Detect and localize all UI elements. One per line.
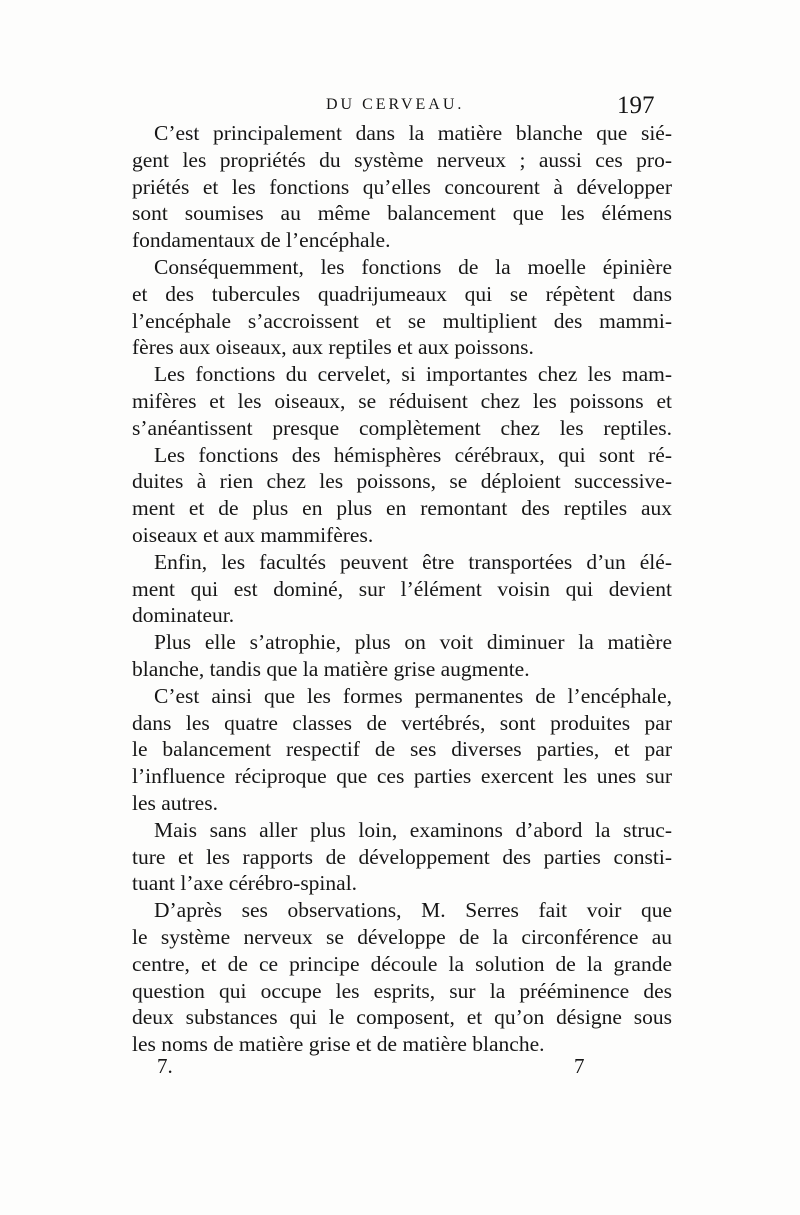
text-line: l’encéphale s’accroissent et se multiplient des mammi- (132, 308, 672, 333)
text-line: ture et les rapports de développement des parties consti- (132, 844, 672, 869)
text-line: priétés et les fonctions qu’elles concourent à développer (132, 174, 672, 199)
text-line: sont soumises au même balancement que les élémens (132, 201, 672, 226)
text-line: les autres. (132, 790, 218, 815)
text-line: oiseaux et aux mammifères. (132, 522, 374, 547)
text-line: s’anéantissent presque complètement chez les reptiles. (132, 415, 672, 440)
text-line: dominateur. (132, 603, 235, 628)
text-line: et des tubercules quadrijumeaux qui se répètent dans (132, 281, 672, 306)
text-line: duites à rien chez les poissons, se déploient successive- (132, 469, 672, 494)
text-line: tuant l’axe cérébro-spinal. (132, 871, 358, 896)
text-line: blanche, tandis que la matière grise augmente. (132, 656, 530, 681)
text-line: mifères et les oiseaux, se réduisent chez les poissons et (132, 388, 672, 413)
text-line: les noms de matière grise et de matière blanche. (132, 1032, 545, 1057)
text-line: le balancement respectif de ses diverses parties, et par (132, 737, 672, 762)
text-line: ment qui est dominé, sur l’élément voisin qui devient (132, 576, 672, 601)
text-line: dans les quatre classes de vertébrés, sont produites par (132, 710, 672, 735)
text-line: question qui occupe les esprits, sur la prééminence des (132, 978, 672, 1003)
text-line: C’est ainsi que les formes permanentes de l’encéphale, (154, 683, 672, 708)
text-line: Conséquemment, les fonctions de la moelle épinière (154, 254, 672, 279)
text-line: ment et de plus en plus en remontant des reptiles aux (132, 496, 672, 521)
signature-mark: 7. (157, 1054, 173, 1078)
text-line: Les fonctions du cervelet, si importantes chez les mam- (154, 362, 672, 387)
text-line: Mais sans aller plus loin, examinons d’abord la struc- (154, 817, 672, 842)
text-line: centre, et de ce principe découle la solution de la grande (132, 951, 672, 976)
text-line: fères aux oiseaux, aux reptiles et aux poissons. (132, 335, 534, 360)
text-line: D’après ses observations, M. Serres fait voir que (154, 898, 672, 923)
text-line: le système nerveux se développe de la circonférence au (132, 924, 672, 949)
text-line: C’est principalement dans la matière blanche que sié- (154, 121, 672, 145)
running-head: DU CERVEAU. (326, 96, 465, 113)
text-line: deux substances qui le composent, et qu’on désigne sous (132, 1005, 672, 1030)
body-text (132, 120, 672, 1058)
text-line: Enfin, les facultés peuvent être transportées d’un élé- (154, 549, 672, 574)
text-line: l’influence réciproque que ces parties exercent les unes sur (132, 764, 672, 789)
text-line: Les fonctions des hémisphères cérébraux, qui sont ré- (154, 442, 672, 467)
page-number: 197 (617, 92, 655, 119)
text-line: Plus elle s’atrophie, plus on voit diminuer la matière (154, 630, 672, 655)
text-line: gent les propriétés du système nerveux ; aussi ces pro- (132, 147, 672, 172)
text-line: fondamentaux de l’encéphale. (132, 228, 391, 253)
catchword: 7 (574, 1054, 585, 1078)
